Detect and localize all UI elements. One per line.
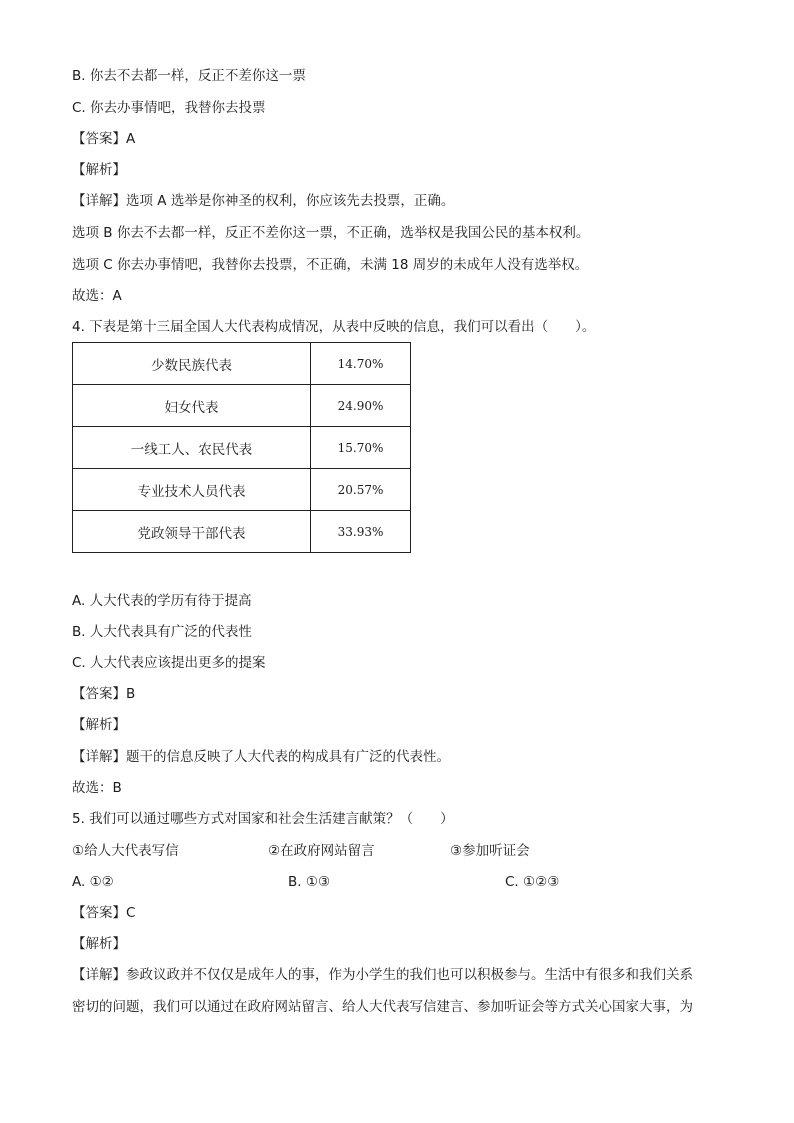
- q3-detail-2: 选项 B 你去不去都一样，反正不差你这一票，不正确，选举权是我国公民的基本权利。: [72, 225, 590, 241]
- q5-option-a: A. ①②: [72, 874, 114, 890]
- table-cell-label: 少数民族代表: [73, 343, 311, 385]
- q5-detail-1: 【详解】参政议政并不仅仅是成年人的事，作为小学生的我们也可以积极参与。生活中有很多和我们关系: [72, 967, 693, 983]
- q4-answer: 【答案】B: [72, 686, 136, 702]
- q3-conclusion: 故选：A: [72, 288, 122, 304]
- q3-detail-1: 【详解】选项 A 选举是你神圣的权利，你应该先去投票，正确。: [72, 193, 455, 209]
- table-row: [73, 385, 411, 427]
- table-cell-value: 20.57%: [311, 469, 411, 511]
- q5-option-c: C. ①②③: [505, 874, 560, 890]
- table-row: [73, 343, 411, 385]
- q5-item-1: ①给人大代表写信: [72, 843, 179, 859]
- table-cell-label: 专业技术人员代表: [73, 469, 311, 511]
- q4-analysis-heading: 【解析】: [72, 717, 126, 733]
- table-cell-value: 24.90%: [311, 385, 411, 427]
- table-cell-label: 一线工人、农民代表: [73, 427, 311, 469]
- table-cell-label: 党政领导干部代表: [73, 511, 311, 553]
- q5-detail-2: 密切的问题，我们可以通过在政府网站留言、给人大代表写信建言、参加听证会等方式关心国家大事，为: [72, 999, 693, 1015]
- q3-detail-3: 选项 C 你去办事情吧，我替你去投票，不正确，未满 18 周岁的未成年人没有选举权。: [72, 257, 589, 273]
- q3-option-b: B. 你去不去都一样，反正不差你这一票: [72, 68, 306, 84]
- q3-option-c: C. 你去办事情吧，我替你去投票: [72, 100, 266, 116]
- deputy-composition-table: [72, 342, 411, 553]
- q5-item-3: ③参加听证会: [450, 843, 530, 859]
- table-row: [73, 469, 411, 511]
- table-cell-value: 14.70%: [311, 343, 411, 385]
- table-cell-value: 33.93%: [311, 511, 411, 553]
- q4-option-a: A. 人大代表的学历有待于提高: [72, 593, 252, 609]
- q5-answer: 【答案】C: [72, 905, 136, 921]
- q3-analysis-heading: 【解析】: [72, 162, 126, 178]
- q5-item-2: ②在政府网站留言: [268, 843, 375, 859]
- q5-question: 5. 我们可以通过哪些方式对国家和社会生活建言献策？（ ）: [72, 811, 454, 827]
- q5-analysis-heading: 【解析】: [72, 936, 126, 952]
- q4-detail: 【详解】题干的信息反映了人大代表的构成具有广泛的代表性。: [72, 749, 450, 765]
- q4-question: 4. 下表是第十三届全国人大代表构成情况，从表中反映的信息，我们可以看出（ ）。: [72, 319, 596, 335]
- table-cell-value: 15.70%: [311, 427, 411, 469]
- q4-option-c: C. 人大代表应该提出更多的提案: [72, 655, 266, 671]
- q4-conclusion: 故选：B: [72, 780, 122, 796]
- q5-option-b: B. ①③: [288, 874, 331, 890]
- table-row: [73, 511, 411, 553]
- q4-option-b: B. 人大代表具有广泛的代表性: [72, 624, 252, 640]
- table-cell-label: 妇女代表: [73, 385, 311, 427]
- q3-answer: 【答案】A: [72, 131, 136, 147]
- table-row: [73, 427, 411, 469]
